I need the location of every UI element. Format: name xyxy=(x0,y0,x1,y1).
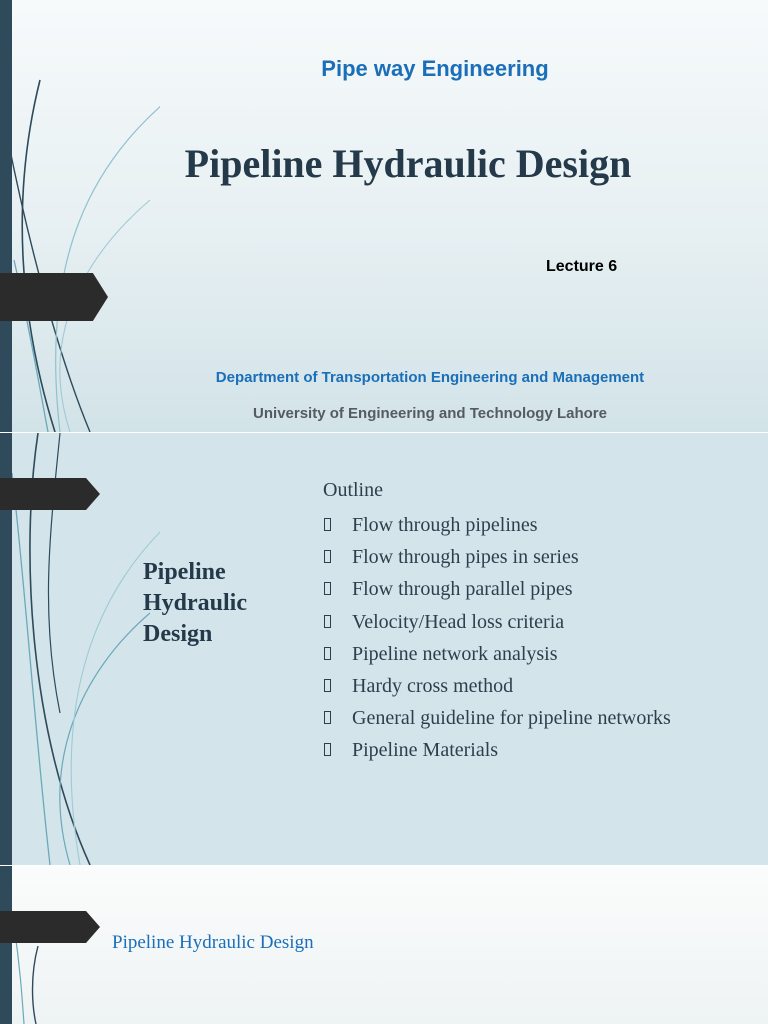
slide-tab-marker xyxy=(0,911,100,943)
list-item: Pipeline network analysis xyxy=(323,638,671,670)
bullet-box-icon xyxy=(324,743,331,756)
bullet-box-icon xyxy=(324,615,331,628)
slide-2 xyxy=(0,433,768,865)
outline-heading: Outline xyxy=(323,479,383,501)
slide-title: Pipeline Hydraulic Design xyxy=(112,932,314,953)
course-name: Pipe way Engineering xyxy=(321,56,549,81)
slide-title: Pipeline Hydraulic Design xyxy=(184,141,632,186)
bullet-box-icon xyxy=(324,647,331,660)
department-name: Department of Transportation Engineering and Management xyxy=(215,369,645,386)
bullet-box-icon xyxy=(324,550,331,563)
university-name: University of Engineering and Technology Lahore xyxy=(253,405,607,422)
bullet-box-icon xyxy=(324,518,331,531)
list-item: General guideline for pipeline networks xyxy=(323,702,671,734)
side-title: Pipeline Hydraulic Design xyxy=(143,559,248,647)
list-item: Flow through pipes in series xyxy=(323,541,671,573)
list-item: Velocity/Head loss criteria xyxy=(323,606,671,638)
slide-1 xyxy=(0,0,768,432)
list-item: Hardy cross method xyxy=(323,670,671,702)
slide-tab-marker xyxy=(0,478,100,510)
bullet-box-icon xyxy=(324,679,331,692)
bullet-box-icon xyxy=(324,582,331,595)
lecture-number: Lecture 6 xyxy=(546,258,618,275)
list-item: Flow through parallel pipes xyxy=(323,573,671,605)
outline-list xyxy=(323,509,671,767)
slide-3 xyxy=(0,866,768,1024)
left-accent-bar xyxy=(0,866,12,1024)
list-item: Pipeline Materials xyxy=(323,734,671,766)
bullet-box-icon xyxy=(324,711,331,724)
slide-tab-marker xyxy=(0,273,108,321)
list-item: Flow through pipelines xyxy=(323,509,671,541)
